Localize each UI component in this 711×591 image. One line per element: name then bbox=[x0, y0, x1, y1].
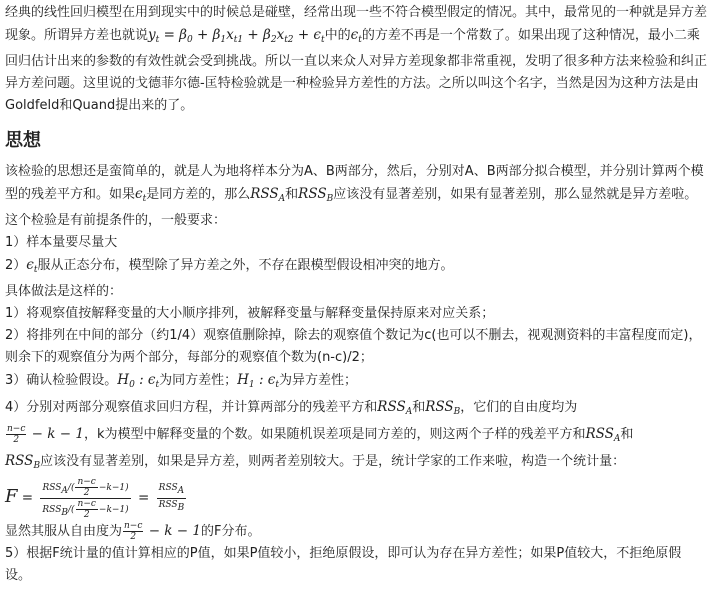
step-4-text-1: 4）分别对两部分观察值求回归方程，并计算两部分的残差平方和 bbox=[5, 400, 378, 415]
method-intro: 具体做法是这样的： bbox=[5, 284, 123, 299]
f-fraction-1: $RSS_A/$( $\frac{n-c}{2}$ −k−1) $RSS_B/$( $\frac{n-c}{2}$ −k−1) bbox=[42, 477, 129, 520]
degrees-of-freedom: $\frac{n-c}{2}$ − k − 1 bbox=[7, 424, 84, 445]
step-5: 5）根据F统计量的值计算相应的P值，如果P值较小，拒绝原假设，即可认为存在异方差性；如果P值较大，不拒绝原假设。 bbox=[5, 546, 682, 583]
step-4-text-3: ，它们的自由度均为 bbox=[460, 400, 578, 415]
rss-b: $RSS_B$ bbox=[5, 453, 41, 471]
step-4-text-4: ，k为模型中解释变量的个数。如果随机误差项是同方差的，则这两个子样的残差平方和 bbox=[83, 427, 586, 442]
f-fraction-2: $\frac{RSS_A}{RSS_B}$ bbox=[158, 483, 185, 513]
f-distribution-note bbox=[5, 520, 707, 543]
f-symbol: F bbox=[5, 486, 18, 507]
condition-1: 1）样本量要尽量大 bbox=[5, 235, 118, 250]
idea-paragraph bbox=[5, 161, 707, 210]
f-note-text-1: 显然其服从自由度为 bbox=[5, 524, 123, 539]
f-statistic-formula: F = $RSS_A/$( $\frac{n-c}{2}$ −k−1) $RSS_B/$( $\frac{n-c}{2}$ −k−1) = $\frac{RSS_A}{RSS_B}$ bbox=[5, 477, 185, 520]
section-title: 思想 bbox=[5, 130, 41, 151]
rss-b: $RSS_B$ bbox=[425, 399, 461, 417]
f-dof: $\frac{n-c}{2}$ − k − 1 bbox=[124, 521, 201, 542]
condition-intro: 这个检验是有前提条件的，一般要求： bbox=[5, 213, 227, 228]
step-1: 1）将观察值按解释变量的大小顺序排列，被解释变量与解释变量保持原来对应关系； bbox=[5, 306, 495, 321]
condition-2-text: 服从正态分布，模型除了异方差之外，不存在跟模型假设相冲突的地方。 bbox=[37, 258, 454, 273]
step-4 bbox=[5, 396, 707, 477]
epsilon-t: $\epsilon_t$ bbox=[135, 186, 147, 204]
step-2: 2）将排列在中间的部分（约1/4）观察值删除掉，除去的观察值个数记为c(也可以不删去，视观测资料的丰富程度而定)，则余下的观察值分为两个部分，每部分的观察值个数为(n-c)/2； bbox=[5, 328, 702, 365]
rss-a: $RSS_A$ bbox=[250, 186, 286, 204]
idea-text-1: 该检验的思想还是蛮简单的，就是人为地将样本分为A、B两部分，然后，分别对A、B两部分拟合模型，并分别计算两个模型的残差平方和。如果 bbox=[5, 164, 704, 202]
step-4-text-2: 和 bbox=[412, 400, 426, 415]
model-equation: $y_t = \beta_0 + \beta_1x_{t1} + \beta_2x_{t2} + \epsilon_t$ bbox=[148, 27, 325, 45]
epsilon-t: $\epsilon_t$ bbox=[26, 257, 38, 275]
idea-text-4: 应该没有显著差别，如果有显著差别，那么显然就是异方差啦。 bbox=[333, 187, 698, 202]
intro-paragraph bbox=[5, 2, 707, 117]
rss-a: $RSS_A$ bbox=[377, 399, 413, 417]
step-4-text-5: 和 bbox=[620, 427, 634, 442]
rss-a: $RSS_A$ bbox=[585, 426, 621, 444]
step-3-text: 3）确认检验假设。 bbox=[5, 373, 118, 388]
intro-text-1: 经典的线性回归模型在用到现实中的时候总是碰壁，经常出现一些不符合模型假定的情况。其中，最常见的一种就是异方差现象。所谓异方差也就说 bbox=[5, 5, 708, 43]
step-3 bbox=[5, 369, 707, 396]
rss-b: $RSS_B$ bbox=[298, 186, 334, 204]
condition-2-prefix: 2） bbox=[5, 258, 27, 273]
intro-text-3: 的方差不再是一个常数了。如果出现了这种情况，最小二乘回归估计出来的参数的有效性就会受到挑战。所以一直以来众人对异方差现象都非常重视，发明了很多种方法来检验和纠正异方差问题。这里说的戈德菲尔德-匡特检验就是一种检验异方差性的方法。之所以叫这个名字，当然是因为这种方法是由Goldfeld和Quand提出来的了。 bbox=[5, 28, 708, 113]
f-note-text-2: 的F分布。 bbox=[200, 524, 261, 539]
step-4-text-6: 应该没有显著差别，如果是异方差，则两者差别较大。于是，统计学家的工作来啦，构造一个统计量： bbox=[40, 454, 626, 469]
intro-text-2: 中的 bbox=[324, 28, 351, 43]
step-3-h1-text: 为异方差性； bbox=[278, 373, 357, 388]
step-3-h0-text: 为同方差性； bbox=[159, 373, 238, 388]
epsilon-t: $\epsilon_t$ bbox=[350, 27, 362, 45]
h0-hypothesis: $H_0$ : $\epsilon_t$ bbox=[117, 372, 160, 390]
h1-hypothesis: $H_1$ : $\epsilon_t$ bbox=[237, 372, 279, 390]
idea-text-2: 是同方差的，那么 bbox=[146, 187, 251, 202]
condition-2 bbox=[5, 254, 707, 281]
idea-text-3: 和 bbox=[285, 187, 299, 202]
